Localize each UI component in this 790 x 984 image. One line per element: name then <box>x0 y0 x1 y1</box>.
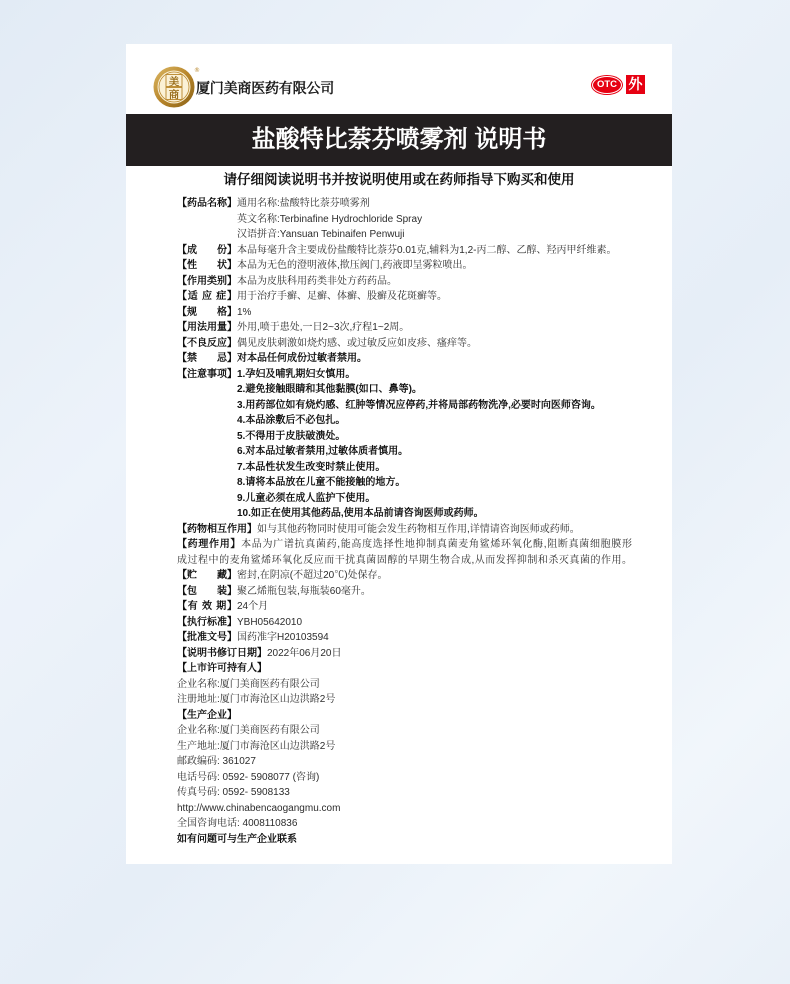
manufacturer-phone: 电话号码: 0592- 5908077 (咨询) <box>177 771 320 783</box>
logo-top-char: 美 <box>168 76 180 88</box>
precaution-item: 7.本品性状发生改变时禁止使用。 <box>237 461 386 473</box>
adverse-reactions-text: 偶见皮肤刺激如烧灼感、或过敏反应如皮疹、瘙痒等。 <box>237 337 477 349</box>
contraindications-text: 对本品任何成份过敏者禁用。 <box>237 353 367 365</box>
external-use-badge: 外 <box>626 75 645 94</box>
section-label: 【作用类别】 <box>177 275 237 287</box>
marketing-holder-company: 企业名称:厦门美商医药有限公司 <box>177 678 320 690</box>
section-label: 【批准文号】 <box>177 632 237 644</box>
section-label: 【禁 忌】 <box>177 353 237 365</box>
category-text: 本品为皮肤科用药类非处方药药品。 <box>237 275 397 287</box>
revision-date-text: 2022年06月20日 <box>267 647 342 659</box>
section-label: 【规 格】 <box>177 306 237 318</box>
precaution-item: 8.请将本品放在儿童不能接触的地方。 <box>237 477 406 489</box>
pinyin-name-row <box>177 227 657 243</box>
section-label: 【药物相互作用】 <box>177 523 257 535</box>
generic-name: 通用名称:盐酸特比萘芬喷雾剂 <box>237 198 370 210</box>
section-label: 【说明书修订日期】 <box>177 647 267 659</box>
english-name-row <box>177 212 657 228</box>
precautions-row <box>177 367 657 383</box>
pharmacology-continuation: 成过程中的麦角鲨烯环氧化反应而干扰真菌固醇的早期生物合成,从而发挥抑制和杀灭真菌的作用。 <box>177 554 632 566</box>
precaution-item: 1.孕妇及哺乳期妇女慎用。 <box>237 368 356 380</box>
approval-number-row <box>177 630 657 646</box>
indications-row <box>177 289 657 305</box>
package-insert-sheet <box>126 44 672 864</box>
composition-text: 本品每毫升含主要成份盐酸特比萘芬0.01克,辅料为1,2-丙二醇、乙醇、羟丙甲纤维素。 <box>237 244 617 256</box>
section-label: 【贮 藏】 <box>177 570 237 582</box>
section-label: 【注意事项】 <box>177 368 237 380</box>
reading-notice: 请仔细阅读说明书并按说明使用或在药师指导下购买和使用 <box>223 172 575 187</box>
manufacturer-hotline: 全国咨询电话: 4008110836 <box>177 818 298 830</box>
indications-text: 用于治疗手癣、足癣、体癣、股癣及花斑癣等。 <box>237 291 447 303</box>
precaution-item: 6.对本品过敏者禁用,过敏体质者慎用。 <box>237 446 409 458</box>
drug-name-row <box>177 196 657 212</box>
company-logo-icon <box>153 65 201 109</box>
specification-row <box>177 305 657 321</box>
category-row <box>177 274 657 290</box>
dosage-text: 外用,喷于患处,一日2~3次,疗程1~2周。 <box>237 322 410 334</box>
section-label: 【执行标准】 <box>177 616 237 628</box>
precaution-item: 10.如正在使用其他药品,使用本品前请咨询医师或药师。 <box>237 508 484 520</box>
section-label: 【不良反应】 <box>177 337 237 349</box>
dosage-row <box>177 320 657 336</box>
section-label: 【包 装】 <box>177 585 237 597</box>
revision-date-row <box>177 646 657 662</box>
english-name: 英文名称:Terbinafine Hydrochloride Spray <box>237 213 423 225</box>
storage-text: 密封,在阴凉(不超过20℃)处保存。 <box>237 570 388 582</box>
precaution-item: 3.用药部位如有烧灼感、红肿等情况应停药,并将局部药物洗净,必要时向医师咨询。 <box>237 399 601 411</box>
standard-text: YBH05642010 <box>237 616 303 628</box>
insert-body <box>177 196 657 847</box>
description-text: 本品为无色的澄明液体,揿压阀门,药液即呈雾粒喷出。 <box>237 260 473 272</box>
interactions-row <box>177 522 657 538</box>
standard-row <box>177 615 657 631</box>
storage-row <box>177 568 657 584</box>
document-title: 盐酸特比萘芬喷雾剂 说明书 <box>251 126 547 153</box>
description-row <box>177 258 657 274</box>
specification-text: 1% <box>237 306 252 318</box>
precaution-item: 5.不得用于皮肤破溃处。 <box>237 430 346 442</box>
packaging-text: 聚乙烯瓶包装,每瓶装60毫升。 <box>237 585 371 597</box>
manufacturer-website: http://www.chinabencaogangmu.com <box>177 802 341 814</box>
otc-badge: OTC <box>592 76 622 94</box>
composition-row <box>177 243 657 259</box>
section-label: 【药品名称】 <box>177 198 237 210</box>
precaution-item: 9.儿童必须在成人监护下使用。 <box>237 492 376 504</box>
manufacturer-postcode: 邮政编码: 361027 <box>177 756 256 768</box>
adverse-reactions-row <box>177 336 657 352</box>
company-name: 厦门美商医药有限公司 <box>196 80 334 96</box>
manufacturer-address: 生产地址:厦门市海沧区山边洪路2号 <box>177 740 336 752</box>
precaution-item: 2.避免接触眼睛和其他黏膜(如口、鼻等)。 <box>237 384 422 396</box>
manufacturer-fax: 传真号码: 0592- 5908133 <box>177 787 290 799</box>
shelf-life-row <box>177 599 657 615</box>
packaging-row <box>177 584 657 600</box>
marketing-holder-label: 【上市许可持有人】 <box>177 663 267 675</box>
precaution-item: 4.本品涂敷后不必包扎。 <box>237 415 346 427</box>
section-label: 【适 应 症】 <box>177 291 237 303</box>
pharmacology-text: 本品为广谱抗真菌药,能高度选择性地抑制真菌麦角鲨烯环氧化酶,阻断真菌细胞膜形 <box>241 539 632 551</box>
manufacturer-company: 企业名称:厦门美商医药有限公司 <box>177 725 320 737</box>
footer-note: 如有问题可与生产企业联系 <box>177 833 297 845</box>
section-label: 【有 效 期】 <box>177 601 237 613</box>
logo-bottom-char: 商 <box>168 89 180 101</box>
section-label: 【药理作用】 <box>177 539 242 551</box>
title-banner <box>126 114 672 166</box>
pharmacology-row <box>177 537 632 553</box>
company-logo <box>153 65 201 109</box>
contraindications-row <box>177 351 657 367</box>
shelf-life-text: 24个月 <box>237 601 269 613</box>
interactions-text: 如与其他药物同时使用可能会发生药物相互作用,详情请咨询医师或药师。 <box>257 523 580 535</box>
approval-number-text: 国药准字H20103594 <box>237 632 329 644</box>
logo-registered-mark: ® <box>194 67 200 74</box>
section-label: 【成 份】 <box>177 244 237 256</box>
section-label: 【用法用量】 <box>177 322 237 334</box>
manufacturer-label: 【生产企业】 <box>177 709 237 721</box>
section-label: 【性 状】 <box>177 260 237 272</box>
pinyin-name: 汉语拼音:Yansuan Tebinaifen Penwuji <box>237 229 405 241</box>
marketing-holder-address: 注册地址:厦门市海沧区山边洪路2号 <box>177 694 336 706</box>
